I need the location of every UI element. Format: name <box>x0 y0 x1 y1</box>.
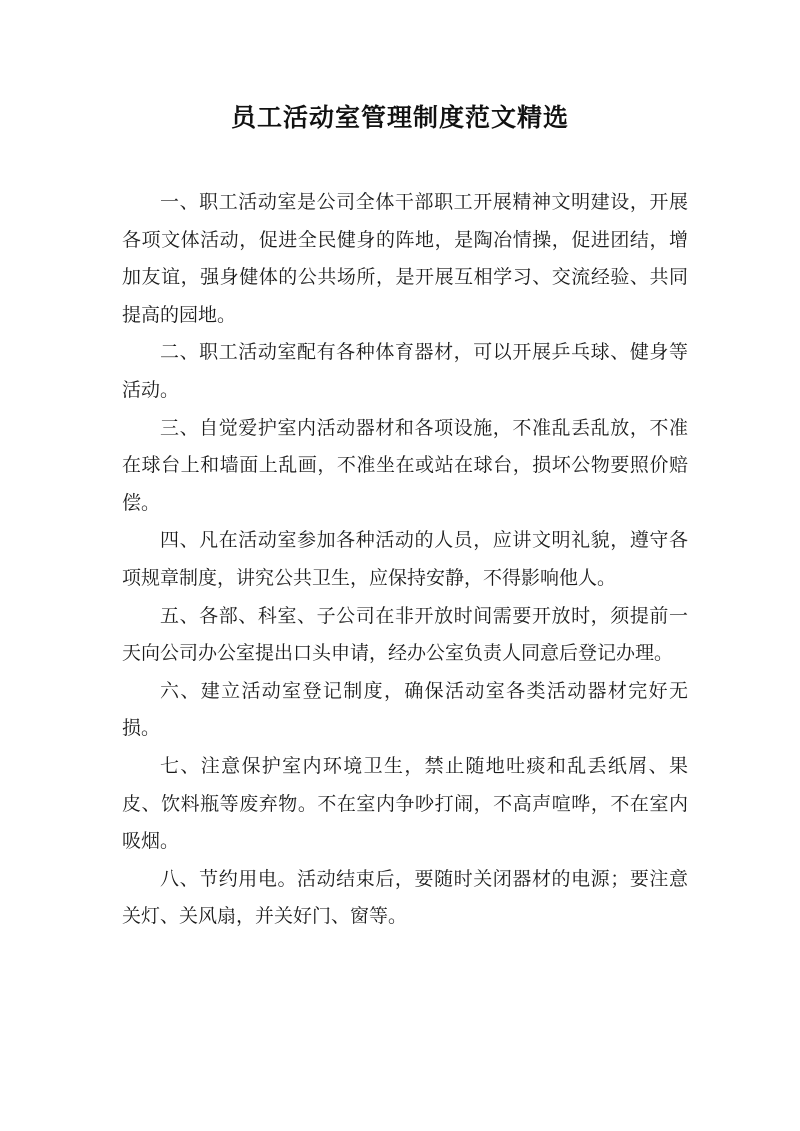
paragraph-7: 七、注意保护室内环境卫生，禁止随地吐痰和乱丢纸屑、果皮、饮料瓶等废弃物。不在室内争吵打闹，不高声喧哗，不在室内吸烟。 <box>122 754 688 853</box>
paragraph-2: 二、职工活动室配有各种体育器材，可以开展乒乓球、健身等活动。 <box>122 341 688 401</box>
paragraph-5: 五、各部、科室、子公司在非开放时间需要开放时，须提前一天向公司办公室提出口头申请，经办公室负责人同意后登记办理。 <box>122 604 688 665</box>
paragraph-3: 三、自觉爱护室内活动器材和各项设施，不准乱丢乱放，不准在球台上和墙面上乱画，不准坐在或站在球台，损坏公物要照价赔偿。 <box>122 416 688 514</box>
document-body <box>122 184 688 936</box>
paragraph-1: 一、职工活动室是公司全体干部职工开展精神文明建设，开展各项文体活动，促进全民健身的阵地，是陶冶情操，促进团结，增加友谊，强身健体的公共场所，是开展互相学习、交流经验、共同提高的园地。 <box>122 191 688 326</box>
paragraph-8: 八、节约用电。活动结束后，要随时关闭器材的电源；要注意关灯、关风扇，并关好门、窗等。 <box>122 867 688 928</box>
document-title: 员工活动室管理制度范文精选 <box>230 103 569 132</box>
paragraph-4: 四、凡在活动室参加各种活动的人员，应讲文明礼貌，遵守各项规章制度，讲究公共卫生，应保持安静，不得影响他人。 <box>122 529 688 589</box>
paragraph-6: 六、建立活动室登记制度，确保活动室各类活动器材完好无损。 <box>122 679 688 740</box>
